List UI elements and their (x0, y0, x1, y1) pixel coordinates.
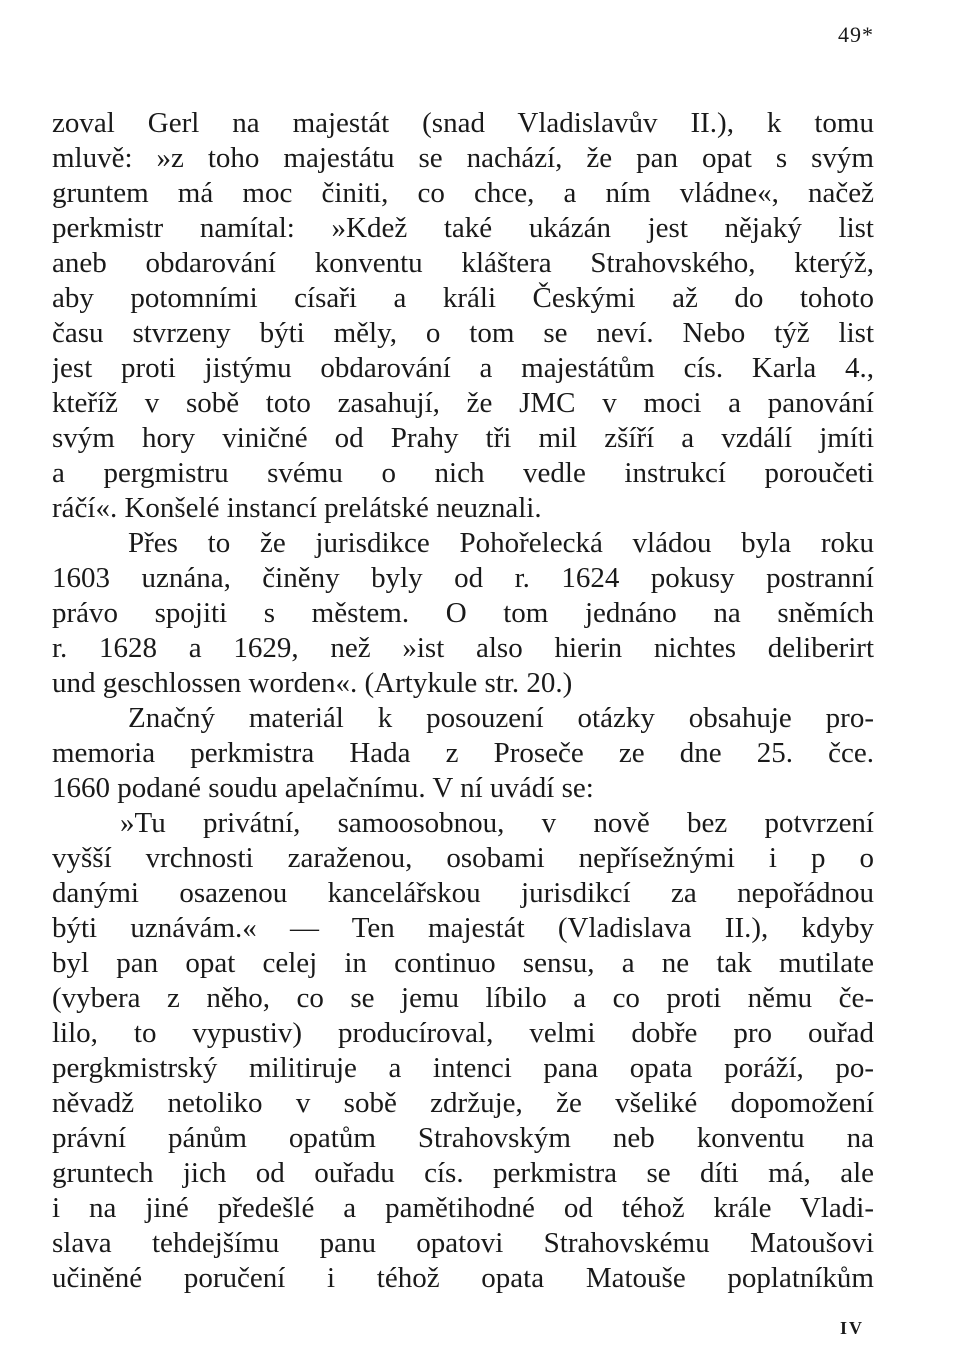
text-line: 1603 uznána, činěny byly od r. 1624 pokusy postranní (52, 562, 874, 594)
text-line: und geschlossen worden«. (Artykule str. 20.) (52, 667, 573, 699)
text-line: gruntem má moc činiti, co chce, a ním vládne«, načež (52, 177, 874, 209)
text-line: jest proti jistýmu obdarování a majestátům cís. Karla 4., (52, 352, 874, 384)
paragraph (52, 106, 874, 526)
paragraph (52, 526, 874, 701)
paragraph (52, 701, 874, 806)
text-line: právo spojiti s městem. O tom jednáno na sněmích (52, 597, 874, 629)
text-line: gruntech jich od ouřadu cís. perkmistra se díti má, ale (52, 1157, 874, 1189)
text-line: Přes to že jurisdikce Pohořelecká vládou byla roku (128, 527, 874, 559)
text-line: a pergmistru svému o nich vedle instrukcí poroučeti (52, 457, 874, 489)
text-line: něvadž netoliko v sobě zdržuje, že všeliké dopomožení (52, 1087, 874, 1119)
text-line: (vybera z něho, co se jemu líbilo a co proti němu če- (52, 982, 874, 1014)
text-line: danými osazenou kancelářskou jurisdikcí za nepořádnou (52, 877, 874, 909)
text-line: Značný materiál k posouzení otázky obsahuje pro- (128, 702, 874, 734)
text-line: aneb obdarování konventu kláštera Strahovského, kterýž, (52, 247, 874, 279)
signature-mark: IV (839, 1318, 864, 1338)
text-line: kteříž v sobě toto zasahují, že JMC v moci a panování (52, 387, 874, 419)
text-line: r. 1628 a 1629, než »ist also hierin nichtes deliberirt (52, 632, 874, 664)
text-line: i na jiné předešlé a pamětihodné od téhož krále Vladi- (52, 1192, 874, 1224)
body-text (52, 106, 874, 1296)
text-line: lilo, to vypustiv) producíroval, velmi dobře pro ouřad (52, 1017, 874, 1049)
text-line: mluvě: »z toho majestátu se nachází, že pan opat s svým (52, 142, 874, 174)
text-line: býti uznávám.« — Ten majestát (Vladislava II.), kdyby (52, 912, 874, 944)
text-line: svým hory viničné od Prahy tři mil zšíří a vzdálí jmíti (52, 422, 874, 454)
page-number: 49* (838, 22, 874, 47)
text-line: pergkmistrský militiruje a intenci pana opata poráží, po- (52, 1052, 874, 1084)
text-line: »Tu privátní, samoosobnou, v nově bez potvrzení (120, 807, 874, 839)
text-line: ráčí«. Konšelé instancí prelátské neuznali. (52, 492, 542, 524)
text-line: 1660 podané soudu apelačnímu. V ní uvádí se: (52, 772, 594, 804)
text-line: času stvrzeny býti měly, o tom se neví. Nebo týž list (52, 317, 874, 349)
text-line: právní pánům opatům Strahovským neb konventu na (52, 1122, 874, 1154)
paragraph (52, 806, 874, 1296)
text-line: učiněné poručení i téhož opata Matouše poplatníkům (52, 1262, 874, 1294)
text-line: perkmistr namítal: »Kdež také ukázán jest nějaký list (52, 212, 874, 244)
text-line: aby potomními císaři a králi Českými až do tohoto (52, 282, 874, 314)
text-line: byl pan opat celej in continuo sensu, a ne tak mutilate (52, 947, 874, 979)
text-line: slava tehdejšímu panu opatovi Strahovskému Matoušovi (52, 1227, 874, 1259)
text-line: vyšší vrchnosti zaraženou, osobami nepřísežnými i p o (52, 842, 874, 874)
text-line: zoval Gerl na majestát (snad Vladislavův II.), k tomu (52, 107, 874, 139)
text-line: memoria perkmistra Hada z Proseče ze dne 25. čce. (52, 737, 874, 769)
